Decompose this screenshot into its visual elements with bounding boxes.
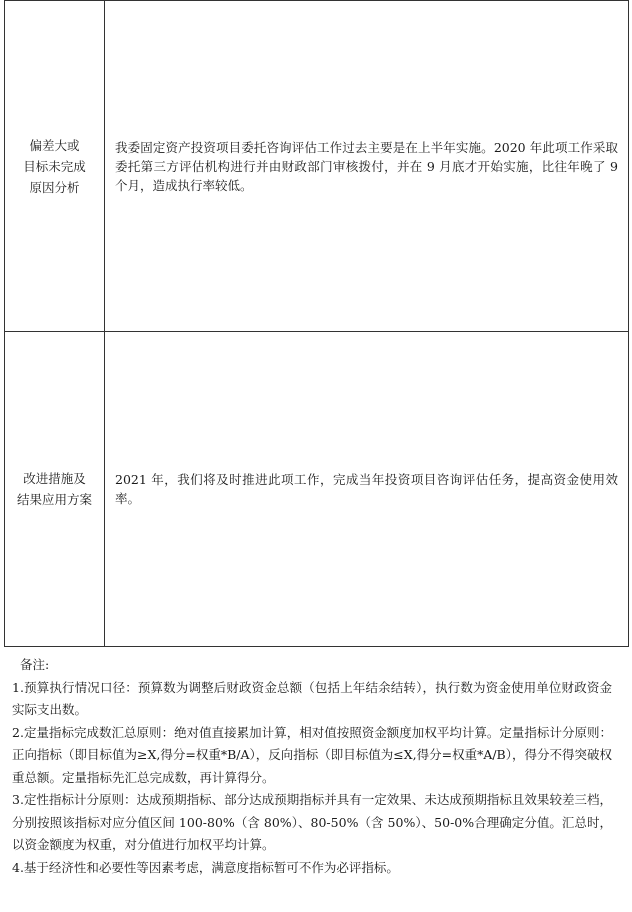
label-line: 改进措施及 bbox=[23, 471, 86, 486]
note-item: 3.定性指标计分原则：达成预期指标、部分达成预期指标并具有一定效果、未达成预期指标且效果较差三档，分别按照该指标对应分值区间 100-80%（含 80%）、80-50%（含 50%）、50-0%合理确定分值。汇总时，以资金额度为权重，对分值进行加权平均计算。 bbox=[12, 792, 612, 852]
row-content-improvement-plan bbox=[105, 332, 629, 647]
evaluation-table bbox=[4, 0, 629, 647]
label-line: 目标未完成 bbox=[23, 158, 86, 174]
table-row-improvement-plan bbox=[5, 332, 629, 647]
row-label-improvement-plan bbox=[5, 332, 105, 647]
row-content-deviation-analysis bbox=[105, 1, 629, 332]
content-text: 2021 年，我们将及时推进此项工作，完成当年投资项目咨询评估任务，提高资金使用效率。 bbox=[115, 472, 618, 506]
table-row-deviation-analysis bbox=[5, 1, 629, 332]
note-item: 4.基于经济性和必要性等因素考虑，满意度指标暂可不作为必评指标。 bbox=[12, 859, 399, 875]
note-item: 1.预算执行情况口径：预算数为调整后财政资金总额（包括上年结余结转），执行数为资金使用单位财政资金实际支出数。 bbox=[12, 679, 612, 717]
label-line: 偏差大或 bbox=[29, 137, 80, 153]
label-line: 结果应用方案 bbox=[16, 492, 92, 507]
note-item: 2.定量指标完成数汇总原则：绝对值直接累加计算，相对值按照资金额度加权平均计算。定量指标计分原则：正向指标（即目标值为≥X,得分=权重*B/A），反向指标（即目标值为≤X,得分=权重*A/B），得分不得突破权重总额。定量指标先汇总完成数，再计算得分。 bbox=[12, 724, 612, 785]
notes-heading: 备注: bbox=[20, 657, 50, 672]
label-line: 原因分析 bbox=[29, 179, 80, 195]
content-text: 我委固定资产投资项目委托咨询评估工作过去主要是在上半年实施。2020 年此项工作采取委托第三方评估机构进行并由财政部门审核拨付，并在 9 月底才开始实施，比往年晚了 9 个月，造成执行率较低。 bbox=[115, 139, 618, 193]
row-label-deviation-analysis bbox=[5, 1, 105, 332]
notes-section bbox=[12, 654, 612, 879]
